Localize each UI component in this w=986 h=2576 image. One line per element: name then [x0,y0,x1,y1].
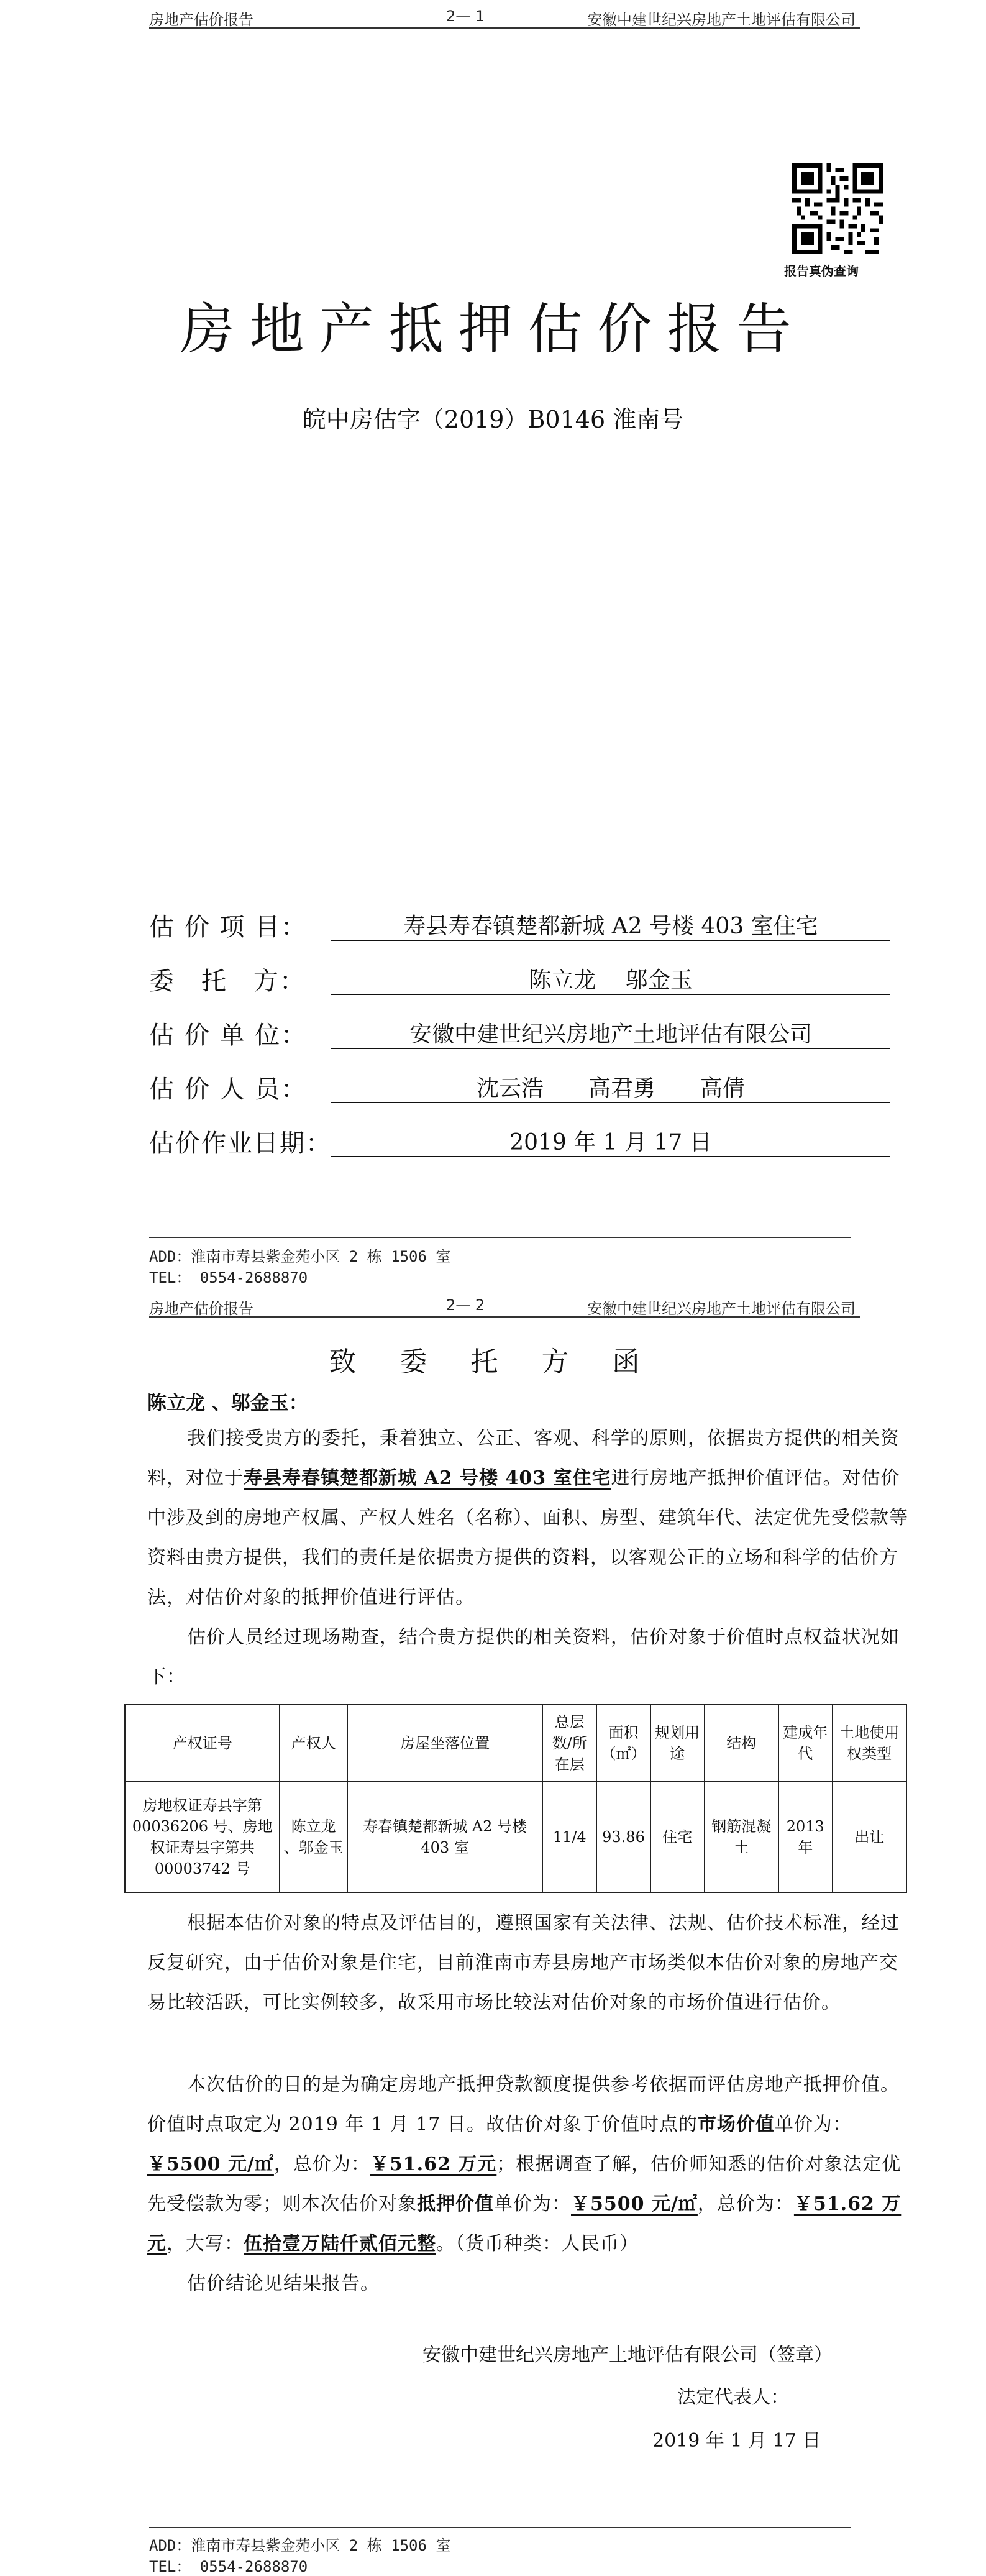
field-appraisers-value: 沈云浩 高君勇 高倩 [476,1076,745,1101]
market-total-price: ￥51.62 万元 [370,2153,497,2175]
para4-text-m: ，大写： [167,2233,244,2255]
table-cell-year: 2013 年 [778,1782,833,1892]
field-client-value: 陈立龙 邬金玉 [529,968,693,993]
table-header-cell: 总层数/所在层 [542,1705,596,1782]
field-client-underline [331,994,890,995]
page2-footer-rule [149,2527,851,2528]
table-cell-land-type: 出让 [833,1782,906,1892]
para1-text-a: 我们接受贵方的委托，秉着独立、公正、客观、科学的原则，依据贵方提供的相关资料，对位于 [147,1428,900,1489]
market-unit-price: ￥5500 元/㎡ [147,2153,274,2175]
field-appraiser-org-label: 估 价 单 位： [149,1021,308,1050]
table-header-cell: 产权证号 [125,1705,280,1782]
signature-representative: 法定代表人： [677,2386,789,2408]
signature-date: 2019 年 1 月 17 日 [652,2430,821,2452]
field-project-value: 寿县寿春镇楚都新城 A2 号楼 403 室住宅 [403,914,818,939]
field-appraisers-label: 估 价 人 员： [149,1075,308,1104]
field-appraiser-org-underline [331,1048,890,1049]
page1-footer-rule [149,1237,851,1238]
field-appraiser-org-value: 安徽中建世纪兴房地产土地评估有限公司 [409,1022,812,1047]
table-cell-cert-no: 房地权证寿县字第00036206 号、房地权证寿县字第共 00003742 号 [125,1782,280,1892]
field-date-underline [331,1156,890,1157]
table-cell-floors: 11/4 [542,1782,596,1892]
page1-header-right: 安徽中建世纪兴房地产土地评估有限公司 [587,11,856,29]
para4-text-i: 单价为： [494,2193,571,2215]
mortgage-unit-price: ￥5500 元/㎡ [571,2193,698,2215]
letter-paragraph-4 [147,2065,908,2264]
para1-text-c: 进行房地产抵押价值评估。对估价中涉及到的房地产权属、产权人姓名（名称）、面积、房型、建筑年代、法定优先受偿款等资料由贵方提供，我们的责任是依据贵方提供的资料，以客观公正的立场和科学的估价方法，对估价对象的抵押价值进行评估。 [147,1467,908,1608]
page2-footer-address: ADD：淮南市寿县紫金苑小区 2 栋 1506 室 [149,2537,451,2554]
table-header-row [125,1705,906,1782]
field-project-label: 估 价 项 目： [149,913,308,942]
page2-header-right: 安徽中建世纪兴房地产土地评估有限公司 [587,1300,856,1318]
table-header-cell: 规划用途 [650,1705,705,1782]
table-header-cell: 产权人 [280,1705,347,1782]
field-date-value: 2019 年 1 月 17 日 [509,1130,712,1155]
page2-header-left: 房地产估价报告 [149,1300,253,1318]
page2-header-page: 2— 2 [446,1296,485,1314]
page2-footer-tel: TEL： 0554-2688870 [149,2558,308,2575]
page1-header-left: 房地产估价报告 [149,11,253,29]
page1-header-rule [149,27,860,29]
letter-paragraph-1 [147,1419,908,1618]
table-header-cell: 面积（㎡） [596,1705,650,1782]
page2-header-rule [149,1316,860,1318]
mortgage-value-label: 抵押价值 [417,2193,494,2215]
field-project-underline [331,940,890,941]
amount-in-words: 伍拾壹万陆仟贰佰元整 [244,2233,436,2255]
para4-text-k: ，总价为： [697,2193,794,2215]
table-header-cell: 建成年代 [778,1705,833,1782]
market-value-label: 市场价值 [697,2114,775,2135]
page1-header-page: 2— 1 [446,7,485,25]
table-cell-owner: 陈立龙 、邬金玉 [280,1782,347,1892]
mortgage-total-price: ￥51.62 万元 [147,2193,902,2255]
table-cell-area: 93.86 [596,1782,650,1892]
para4-text-o: 。（货币种类：人民币） [436,2233,639,2255]
report-title: 房地产抵押估价报告 [180,297,806,361]
letter-paragraph-2: 估价人员经过现场勘查，结合贵方提供的相关资料，估价对象于价值时点权益状况如下： [147,1626,900,1688]
letter-title: 致 委 托 方 函 [329,1346,657,1378]
table-cell-usage: 住宅 [650,1782,705,1892]
field-client-label: 委 托 方： [149,967,306,996]
letter-salutation: 陈立龙 、邬金玉： [147,1392,308,1414]
table-header-cell: 土地使用权类型 [833,1705,906,1782]
signature-company: 安徽中建世纪兴房地产土地评估有限公司（签章） [422,2344,833,2366]
property-address: 寿县寿春镇楚都新城 A2 号楼 403 室住宅 [244,1467,611,1489]
letter-paragraph-5: 估价结论见结果报告。 [187,2273,380,2294]
page1-footer-tel: TEL： 0554-2688870 [149,1269,308,1286]
table-cell-location: 寿春镇楚都新城 A2 号楼 403 室 [347,1782,543,1892]
para4-text-c: 单价为： [774,2114,852,2135]
field-date-label: 估价作业日期： [149,1129,332,1158]
table-header-cell: 结构 [705,1705,778,1782]
letter-paragraph-3: 根据本估价对象的特点及评估目的，遵照国家有关法律、法规、估价技术标准，经过反复研究，由于估价对象是住宅，目前淮南市寿县房地产市场类似本估价对象的房地产交易比较活跃，可比实例较多，故采用市场比较法对估价对象的市场价值进行估价。 [147,1912,900,2014]
qr-code-icon[interactable] [792,163,883,254]
page1-footer-address: ADD：淮南市寿县紫金苑小区 2 栋 1506 室 [149,1248,451,1265]
report-number: 皖中房估字（2019）B0146 淮南号 [302,406,684,433]
qr-caption: 报告真伪查询 [784,264,859,278]
property-info-table [124,1704,907,1893]
para4-text-g: ；根据调查了解，估价师知悉的估价对象法定优先受偿款为零；则本次估价对象 [147,2153,902,2215]
table-row [125,1782,906,1892]
table-cell-structure: 钢筋混凝土 [705,1782,778,1892]
field-appraisers-underline [331,1102,890,1103]
table-header-cell: 房屋坐落位置 [347,1705,543,1782]
para4-text-e: ，总价为： [273,2153,370,2175]
para4-text-a: 本次估价的目的是为确定房地产抵押贷款额度提供参考依据而评估房地产抵押价值。价值时点取定为 2019 年 1 月 17 日。故估价对象于价值时点的 [147,2074,900,2135]
